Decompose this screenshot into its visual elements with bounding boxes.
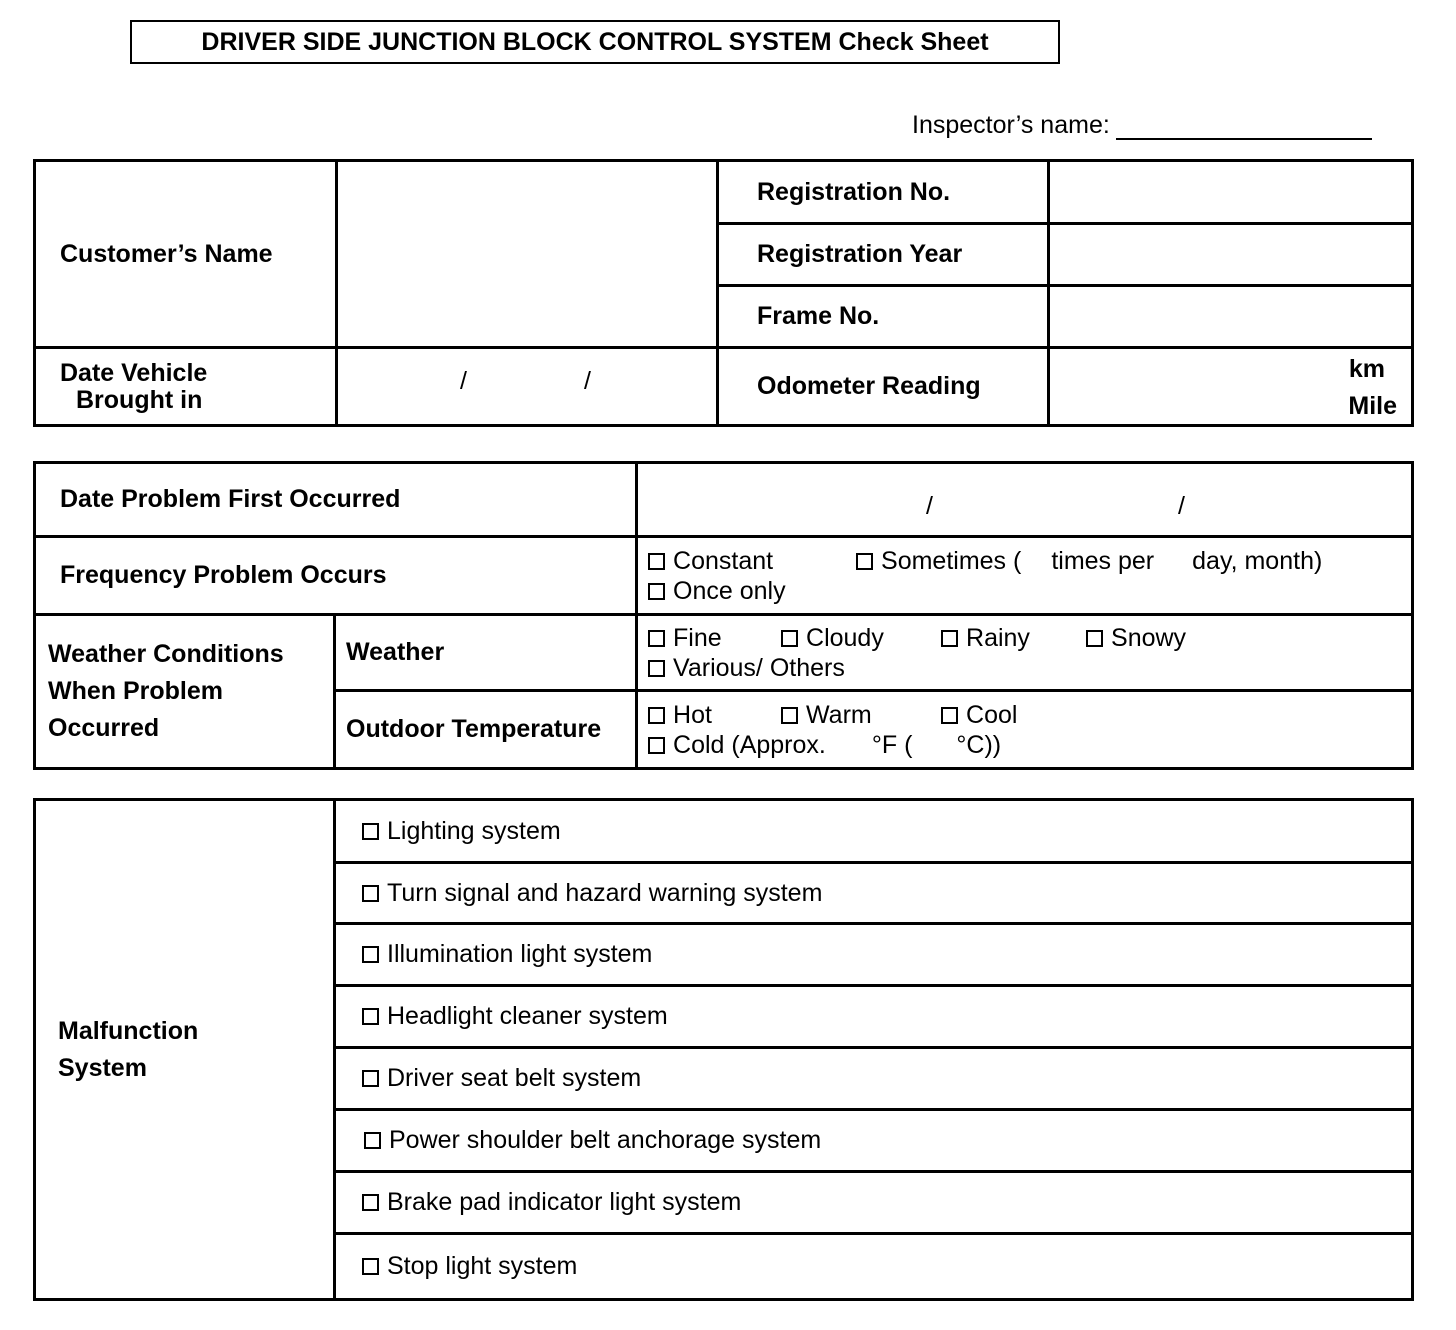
checkbox[interactable] — [648, 553, 665, 570]
weather-snowy-text: Snowy — [1111, 623, 1187, 652]
weather-various-text: Various/ Others — [673, 653, 845, 682]
customer-name-label: Customer’s Name — [35, 161, 337, 348]
odometer-label: Odometer Reading — [718, 348, 1049, 426]
malfunction-option[interactable] — [335, 863, 1413, 924]
temp-hot-text: Hot — [673, 700, 712, 729]
registration-year-label: Registration Year — [718, 224, 1049, 286]
date-first-occurred-field[interactable] — [637, 463, 1413, 537]
weather-conditions-label — [35, 615, 335, 769]
checkbox[interactable] — [364, 1132, 381, 1149]
date-brought-in-label-line1: Date Vehicle — [60, 358, 208, 387]
weather-cloudy-text: Cloudy — [806, 623, 884, 652]
date-first-occurred-label: Date Problem First Occurred — [35, 463, 637, 537]
checkbox[interactable] — [648, 660, 665, 677]
freq-constant-option[interactable] — [648, 546, 856, 576]
malfunction-option[interactable] — [335, 1110, 1413, 1172]
temp-hot-option[interactable] — [648, 700, 781, 730]
malfunction-option[interactable] — [335, 986, 1413, 1048]
frequency-label: Frequency Problem Occurs — [35, 537, 637, 615]
malfunction-system-table — [33, 798, 1414, 1301]
malfunction-option[interactable] — [335, 1172, 1413, 1234]
weather-conditions-line1: Weather Conditions — [48, 640, 284, 668]
temperature-options — [637, 691, 1413, 769]
checkbox[interactable] — [781, 630, 798, 647]
freq-sometimes-text: Sometimes ( — [881, 546, 1022, 575]
freq-once-option[interactable] — [648, 576, 1411, 606]
odometer-unit-km: km — [1348, 355, 1385, 383]
inspector-name-label: Inspector’s name: — [912, 111, 1110, 139]
malfunction-option[interactable] — [335, 1048, 1413, 1110]
temp-warm-text: Warm — [806, 700, 872, 729]
checkbox[interactable] — [856, 553, 873, 570]
checkbox[interactable] — [362, 823, 379, 840]
checkbox[interactable] — [941, 707, 958, 724]
date-separator: / — [460, 367, 467, 395]
weather-snowy-option[interactable] — [1086, 623, 1186, 653]
date-separator: / — [1178, 492, 1185, 520]
registration-year-field[interactable] — [1049, 224, 1413, 286]
frame-no-label: Frame No. — [718, 286, 1049, 348]
weather-cloudy-option[interactable] — [781, 623, 941, 653]
malfunction-option-text: Stop light system — [387, 1252, 578, 1280]
registration-no-label: Registration No. — [718, 161, 1049, 224]
check-sheet-title: DRIVER SIDE JUNCTION BLOCK CONTROL SYSTEM Check Sheet — [130, 20, 1060, 64]
temp-celsius-text: °C)) — [956, 730, 1002, 759]
checkbox[interactable] — [1086, 630, 1103, 647]
weather-options — [637, 615, 1413, 691]
malfunction-label-line1: Malfunction — [58, 1016, 199, 1045]
checkbox[interactable] — [781, 707, 798, 724]
checkbox[interactable] — [362, 885, 379, 902]
weather-fine-text: Fine — [673, 623, 722, 652]
odometer-field[interactable] — [1049, 348, 1413, 426]
freq-times-per-text: times per — [1051, 546, 1155, 575]
checkbox[interactable] — [362, 1194, 379, 1211]
frequency-options — [637, 537, 1413, 615]
malfunction-option-text: Turn signal and hazard warning system — [387, 878, 823, 907]
malfunction-option-text: Brake pad indicator light system — [387, 1188, 742, 1216]
frame-no-field[interactable] — [1049, 286, 1413, 348]
date-brought-in-label-line2: Brought in — [76, 385, 203, 414]
weather-rainy-text: Rainy — [966, 623, 1030, 652]
temp-cold-option[interactable] — [648, 730, 1411, 760]
malfunction-option-text: Driver seat belt system — [387, 1064, 642, 1092]
outdoor-temperature-label: Outdoor Temperature — [335, 691, 637, 769]
weather-rainy-option[interactable] — [941, 623, 1086, 653]
weather-various-option[interactable] — [648, 653, 1411, 683]
vehicle-info-table — [33, 159, 1414, 427]
malfunction-system-label — [35, 800, 335, 1300]
inspector-name — [912, 110, 1372, 140]
freq-day-month-text: day, month) — [1192, 546, 1323, 575]
checkbox[interactable] — [941, 630, 958, 647]
checkbox[interactable] — [648, 630, 665, 647]
freq-constant-text: Constant — [673, 546, 774, 575]
malfunction-option-text: Illumination light system — [387, 940, 653, 968]
checkbox[interactable] — [362, 1008, 379, 1025]
checkbox[interactable] — [648, 583, 665, 600]
temp-warm-option[interactable] — [781, 700, 941, 730]
temp-cold-text: Cold (Approx. — [673, 730, 826, 759]
checkbox[interactable] — [648, 737, 665, 754]
weather-conditions-line3: Occurred — [48, 714, 160, 742]
date-separator: / — [926, 492, 933, 520]
weather-label: Weather — [335, 615, 637, 691]
checkbox[interactable] — [648, 707, 665, 724]
checkbox[interactable] — [362, 1258, 379, 1275]
malfunction-option-text: Lighting system — [387, 816, 561, 845]
malfunction-option[interactable] — [335, 1234, 1413, 1300]
date-brought-in-label — [35, 348, 337, 426]
odometer-unit-mile: Mile — [1348, 392, 1397, 420]
temp-fahrenheit-text: °F ( — [871, 730, 913, 759]
weather-conditions-line2: When Problem — [48, 677, 224, 705]
checkbox[interactable] — [362, 946, 379, 963]
temp-cool-option[interactable] — [941, 700, 1017, 730]
malfunction-option[interactable] — [335, 800, 1413, 863]
problem-conditions-table — [33, 461, 1414, 770]
date-brought-in-field[interactable] — [337, 348, 718, 426]
malfunction-label-line2: System — [58, 1053, 147, 1082]
date-separator: / — [584, 367, 591, 395]
freq-once-text: Once only — [673, 576, 786, 605]
malfunction-option[interactable] — [335, 924, 1413, 986]
registration-no-field[interactable] — [1049, 161, 1413, 224]
checkbox[interactable] — [362, 1070, 379, 1087]
malfunction-option-text: Headlight cleaner system — [387, 1002, 668, 1030]
malfunction-option-text: Power shoulder belt anchorage system — [389, 1126, 822, 1154]
temp-cool-text: Cool — [966, 700, 1018, 729]
inspector-name-field[interactable] — [1116, 110, 1372, 140]
weather-fine-option[interactable] — [648, 623, 781, 653]
customer-name-field[interactable] — [337, 161, 718, 348]
